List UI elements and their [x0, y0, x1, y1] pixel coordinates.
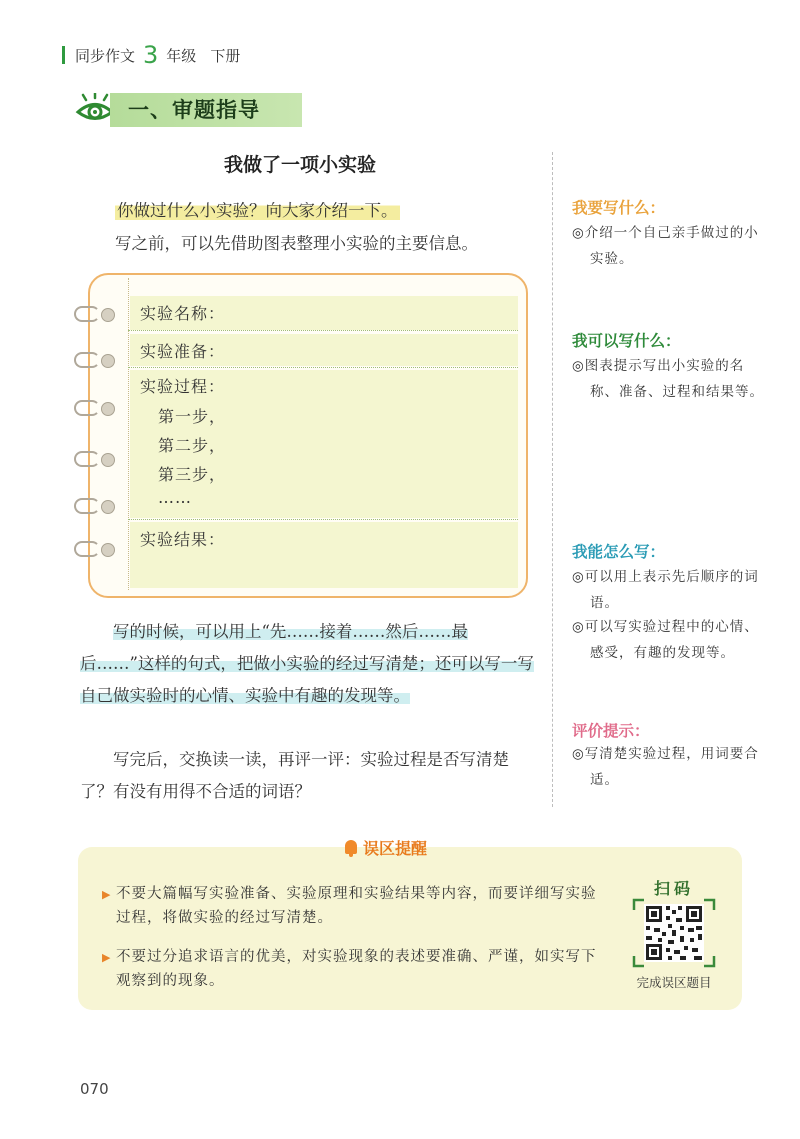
- header-bar: [62, 46, 65, 64]
- qr-caption: 完成误区题目: [636, 975, 712, 990]
- sidebar-note: ◎可以用上表示先后顺序的词语。: [572, 569, 759, 611]
- writing-guidance-paragraph: [80, 616, 536, 712]
- binder-ring-icon: [74, 352, 100, 368]
- binder-ring-icon: [74, 541, 100, 557]
- notebook-margin-line: [128, 278, 129, 590]
- sidebar-heading-what: 我要写什么：: [572, 199, 666, 217]
- mistake-item: 不要大篇幅写实验准备、实验原理和实验结果等内容，而要详细写实验过程，将做实验的经过写清楚。: [116, 886, 597, 926]
- running-header: [62, 41, 241, 69]
- notebook-divider: [128, 330, 518, 331]
- experiment-prep-label: 实验准备：: [140, 342, 226, 361]
- section-banner: 一、审题指导: [110, 93, 302, 127]
- triangle-bullet-icon: ▶: [102, 888, 111, 901]
- bell-icon: [345, 840, 357, 854]
- experiment-name-label: 实验名称：: [140, 304, 226, 323]
- highlighted-text: 写的时候，可以用上“先……接着……然后……最后……”这样的句式，把做小实验的经过写清楚；还可以写一写自己做实验时的心情、实验中有趣的发现等。: [80, 622, 534, 705]
- sidebar-heading-how: 我能怎么写：: [572, 543, 666, 561]
- binder-ring-icon: [74, 306, 100, 322]
- grade-label: 年级: [166, 46, 197, 65]
- process-step: 第一步，: [158, 407, 227, 426]
- intro-question: 你做过什么小实验？向大家介绍一下。: [115, 197, 400, 221]
- process-step: ……: [158, 488, 192, 507]
- experiment-result-label: 实验结果：: [140, 530, 226, 549]
- binder-ring-icon: [74, 498, 100, 514]
- binder-hole-icon: [101, 500, 115, 514]
- process-step: 第三步，: [158, 465, 227, 484]
- review-paragraph: 写完后，交换读一读，再评一评：实验过程是否写清楚了？有没有用得不合适的词语？: [80, 750, 509, 801]
- intro-tip: 写之前，可以先借助图表整理小实验的主要信息。: [115, 234, 478, 253]
- binder-hole-icon: [101, 308, 115, 322]
- page-number: 070: [80, 1080, 109, 1098]
- experiment-process-label: 实验过程：: [140, 377, 226, 396]
- grade-number: 3: [143, 41, 159, 69]
- triangle-bullet-icon: ▶: [102, 951, 111, 964]
- scan-label: 扫码: [653, 879, 694, 898]
- qr-code-icon[interactable]: [632, 898, 716, 968]
- notebook-divider: [128, 519, 518, 520]
- book-title: 同步作文: [75, 46, 136, 65]
- binder-ring-icon: [74, 400, 100, 416]
- sidebar-heading-evaluation: 评价提示：: [572, 722, 650, 740]
- binder-hole-icon: [101, 543, 115, 557]
- binder-hole-icon: [101, 453, 115, 467]
- sidebar-note: ◎写清楚实验过程，用词要合适。: [572, 746, 759, 788]
- notebook-divider: [128, 367, 518, 368]
- essay-title: 我做了一项小实验: [223, 154, 376, 176]
- binder-hole-icon: [101, 354, 115, 368]
- volume-label: 下册: [210, 46, 241, 65]
- mistake-title-text: 误区提醒: [363, 838, 428, 858]
- sidebar-note: ◎可以写实验过程中的心情、感受，有趣的发现等。: [572, 619, 759, 661]
- mistake-item: 不要过分追求语言的优美，对实验现象的表述要准确、严谨，如实写下观察到的现象。: [116, 949, 597, 989]
- process-step: 第二步，: [158, 436, 227, 455]
- binder-hole-icon: [101, 402, 115, 416]
- sidebar-note: ◎图表提示写出小实验的名称、准备、过程和结果等。: [572, 358, 764, 400]
- sidebar-note: ◎介绍一个自己亲手做过的小实验。: [572, 225, 759, 267]
- mistake-reminder-title: [345, 834, 427, 860]
- binder-ring-icon: [74, 451, 100, 467]
- column-divider: [552, 152, 553, 807]
- sidebar-heading-content: 我可以写什么：: [572, 332, 681, 350]
